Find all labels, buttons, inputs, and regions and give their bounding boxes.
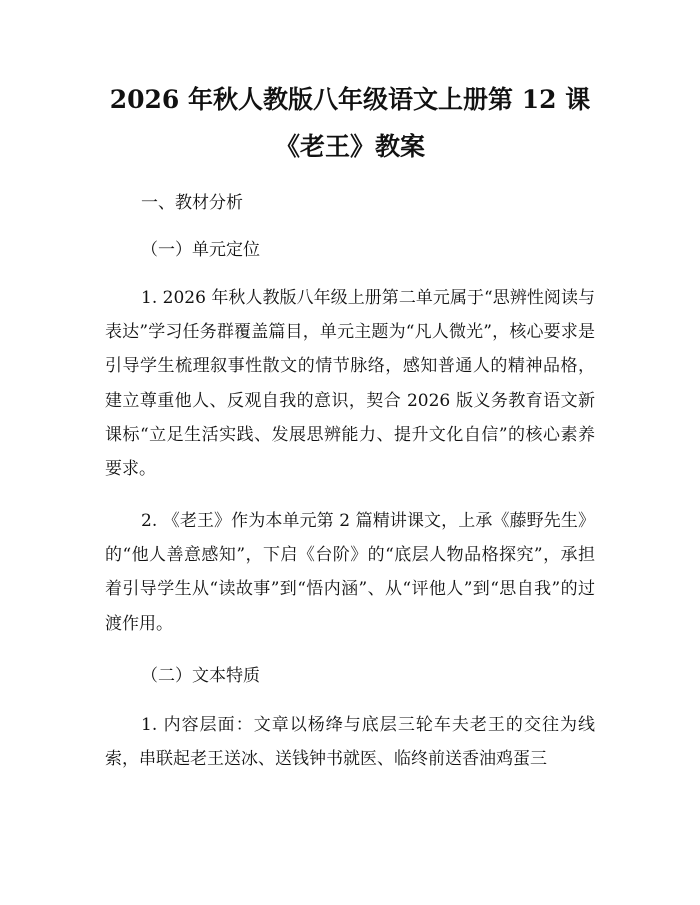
subsection-heading-text-features: （二）文本特质 [141, 666, 260, 686]
paragraph-unit-positioning-2: 2. 《老王》作为本单元第 2 篇精讲课文，上承《藤野先生》的“他人善意感知”，下启《台阶》的“底层人物品格探究”，承担着引导学生从“读故事”到“悟内涵”、从“评他人”到“思自我”的过渡作用。 [105, 511, 595, 634]
section-heading-textbook-analysis: 一、教材分析 [141, 193, 243, 213]
document-title-line2: 《老王》教案 [274, 132, 425, 161]
subsection-heading-unit-positioning: （一）单元定位 [141, 240, 260, 260]
paragraph-unit-positioning-1: 1. 2026 年秋人教版八年级上册第二单元属于“思辨性阅读与表达”学习任务群覆盖篇目，单元主题为“凡人微光”，核心要求是引导学生梳理叙事性散文的情节脉络，感知普通人的精神品格，建立尊重他人、反观自我的意识，契合 2026 版义务教育语文新课标“立足生活实践、发展思辨能力、提升文化自信”的核心素养要求。 [105, 288, 595, 480]
document-title-line1: 2026 年秋人教版八年级语文上册第 12 课 [109, 85, 591, 114]
paragraph-text-features-1: 1. 内容层面：文章以杨绛与底层三轮车夫老王的交往为线索，串联起老王送冰、送钱钟书就医、临终前送香油鸡蛋三 [105, 715, 595, 770]
